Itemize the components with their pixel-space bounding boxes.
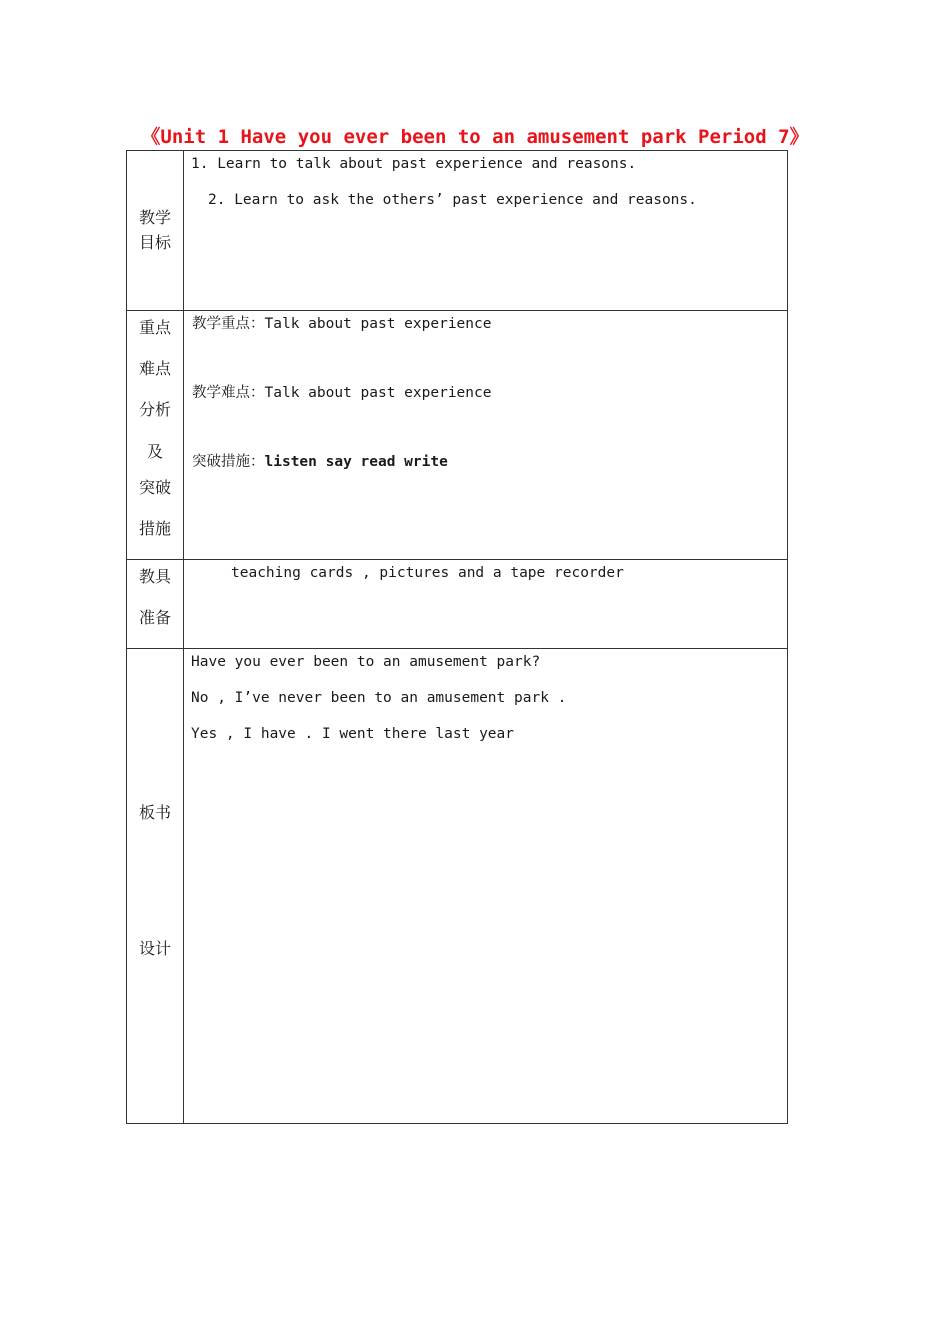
row-divider [127, 648, 787, 649]
breakthrough-measures [192, 453, 448, 471]
key-points-label-5: 突破 [138, 478, 171, 497]
objective-item-2: 2. Learn to ask the others’ past experience and reasons. [208, 192, 697, 208]
blackboard-line-2: No , I’ve never been to an amusement park . [191, 690, 567, 706]
key-points-label-6: 措施 [138, 519, 171, 538]
lesson-plan-table [126, 150, 788, 1124]
breakthrough-measures-value: listen say read write [264, 454, 448, 470]
key-points-label-3: 分析 [138, 400, 171, 419]
blackboard-label-2: 设计 [138, 939, 171, 958]
column-divider [183, 151, 184, 1123]
blackboard-label-1: 板书 [138, 803, 171, 822]
key-points-label-4: 及 [146, 442, 163, 461]
objectives-label-1: 教学 [138, 208, 171, 227]
teaching-aids-label-1: 教具 [138, 567, 171, 586]
teaching-difficulty-value: Talk about past experience [264, 385, 492, 401]
row-divider [127, 310, 787, 311]
blackboard-line-1: Have you ever been to an amusement park? [191, 654, 541, 670]
document-title: 《Unit 1 Have you ever been to an amusement park Period 7》 [141, 126, 809, 148]
teaching-aids-content: teaching cards , pictures and a tape recorder [231, 565, 624, 581]
objectives-label-2: 目标 [138, 233, 171, 252]
teaching-focus-value: Talk about past experience [264, 316, 492, 332]
teaching-aids-label-2: 准备 [138, 608, 171, 627]
key-points-label-1: 重点 [138, 318, 171, 337]
breakthrough-measures-label: 突破措施： [192, 454, 265, 470]
teaching-difficulty-label: 教学难点： [192, 385, 265, 401]
blackboard-line-3: Yes , I have . I went there last year [191, 726, 515, 742]
row-divider [127, 559, 787, 560]
teaching-difficulty [192, 384, 491, 402]
teaching-focus [192, 315, 491, 333]
teaching-focus-label: 教学重点： [192, 316, 265, 332]
objective-item-1: 1. Learn to talk about past experience and reasons. [191, 156, 637, 172]
key-points-label-2: 难点 [138, 359, 171, 378]
